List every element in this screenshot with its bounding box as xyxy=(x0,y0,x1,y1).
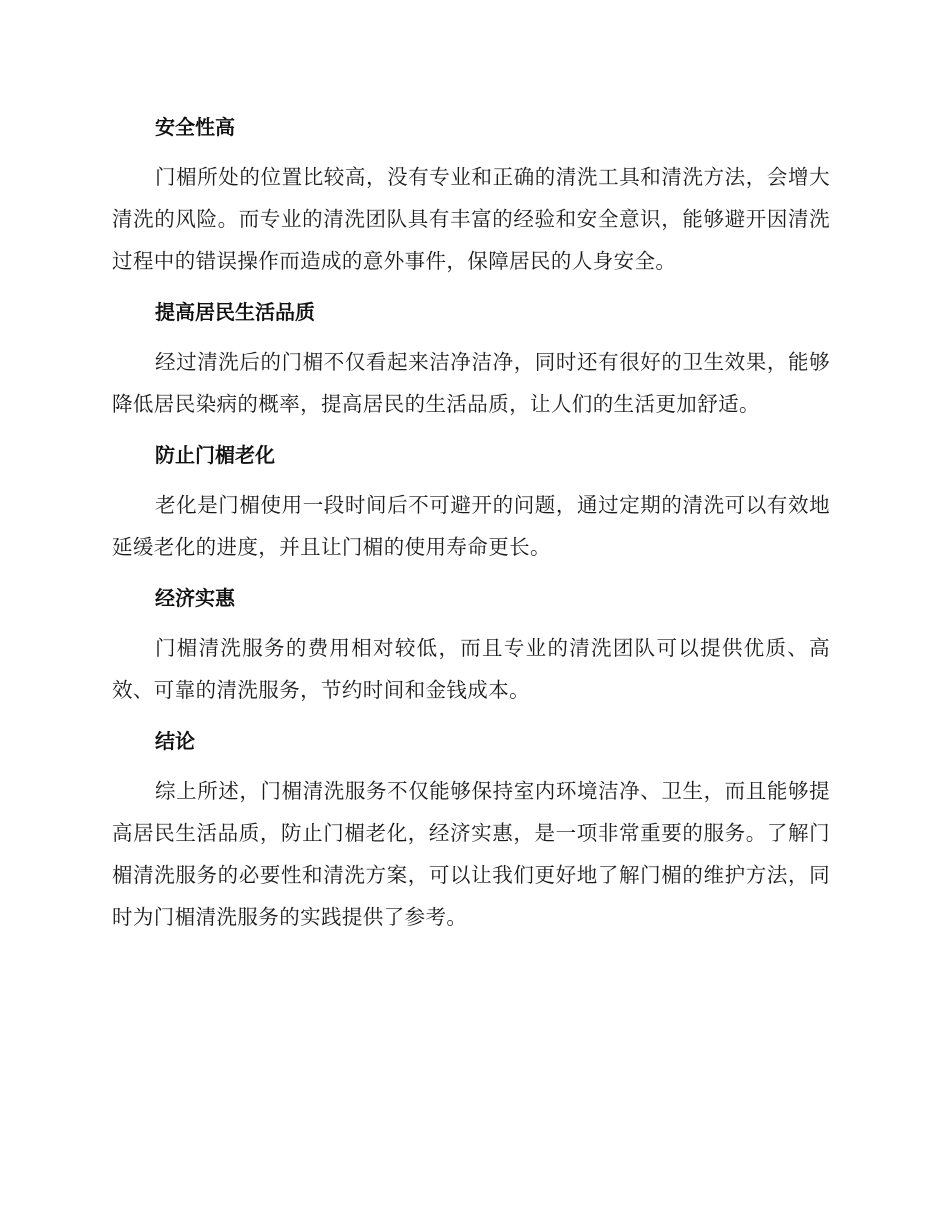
section-safety xyxy=(112,107,830,282)
section-heading: 结论 xyxy=(155,729,195,753)
section-paragraph: 综上所述，门楣清洗服务不仅能够保持室内环境洁净、卫生，而且能够提高居民生活品质，防止门楣老化，经济实惠，是一项非常重要的服务。了解门楣清洗服务的必要性和清洗方案，可以让我们更好地了解门楣的维护方法，同时为门楣清洗服务的实践提供了参考。 xyxy=(112,779,830,929)
section-quality-of-life xyxy=(112,292,830,425)
section-heading: 经济实惠 xyxy=(155,586,235,610)
section-heading: 提高居民生活品质 xyxy=(155,300,315,324)
section-heading: 安全性高 xyxy=(155,115,235,139)
section-paragraph: 门楣所处的位置比较高，没有专业和正确的清洗工具和清洗方法，会增大清洗的风险。而专业的清洗团队具有丰富的经验和安全意识，能够避开因清洗过程中的错误操作而造成的意外事件，保障居民的人身安全。 xyxy=(112,165,830,273)
document-body xyxy=(112,107,830,948)
section-anti-aging xyxy=(112,435,830,568)
section-heading: 防止门楣老化 xyxy=(155,443,275,467)
section-economical xyxy=(112,578,830,711)
section-paragraph: 门楣清洗服务的费用相对较低，而且专业的清洗团队可以提供优质、高效、可靠的清洗服务，节约时间和金钱成本。 xyxy=(112,636,830,702)
section-paragraph: 经过清洗后的门楣不仅看起来洁净洁净，同时还有很好的卫生效果，能够降低居民染病的概率，提高居民的生活品质，让人们的生活更加舒适。 xyxy=(112,350,830,416)
section-paragraph: 老化是门楣使用一段时间后不可避开的问题，通过定期的清洗可以有效地延缓老化的进度，并且让门楣的使用寿命更长。 xyxy=(112,493,830,559)
section-conclusion xyxy=(112,721,830,938)
